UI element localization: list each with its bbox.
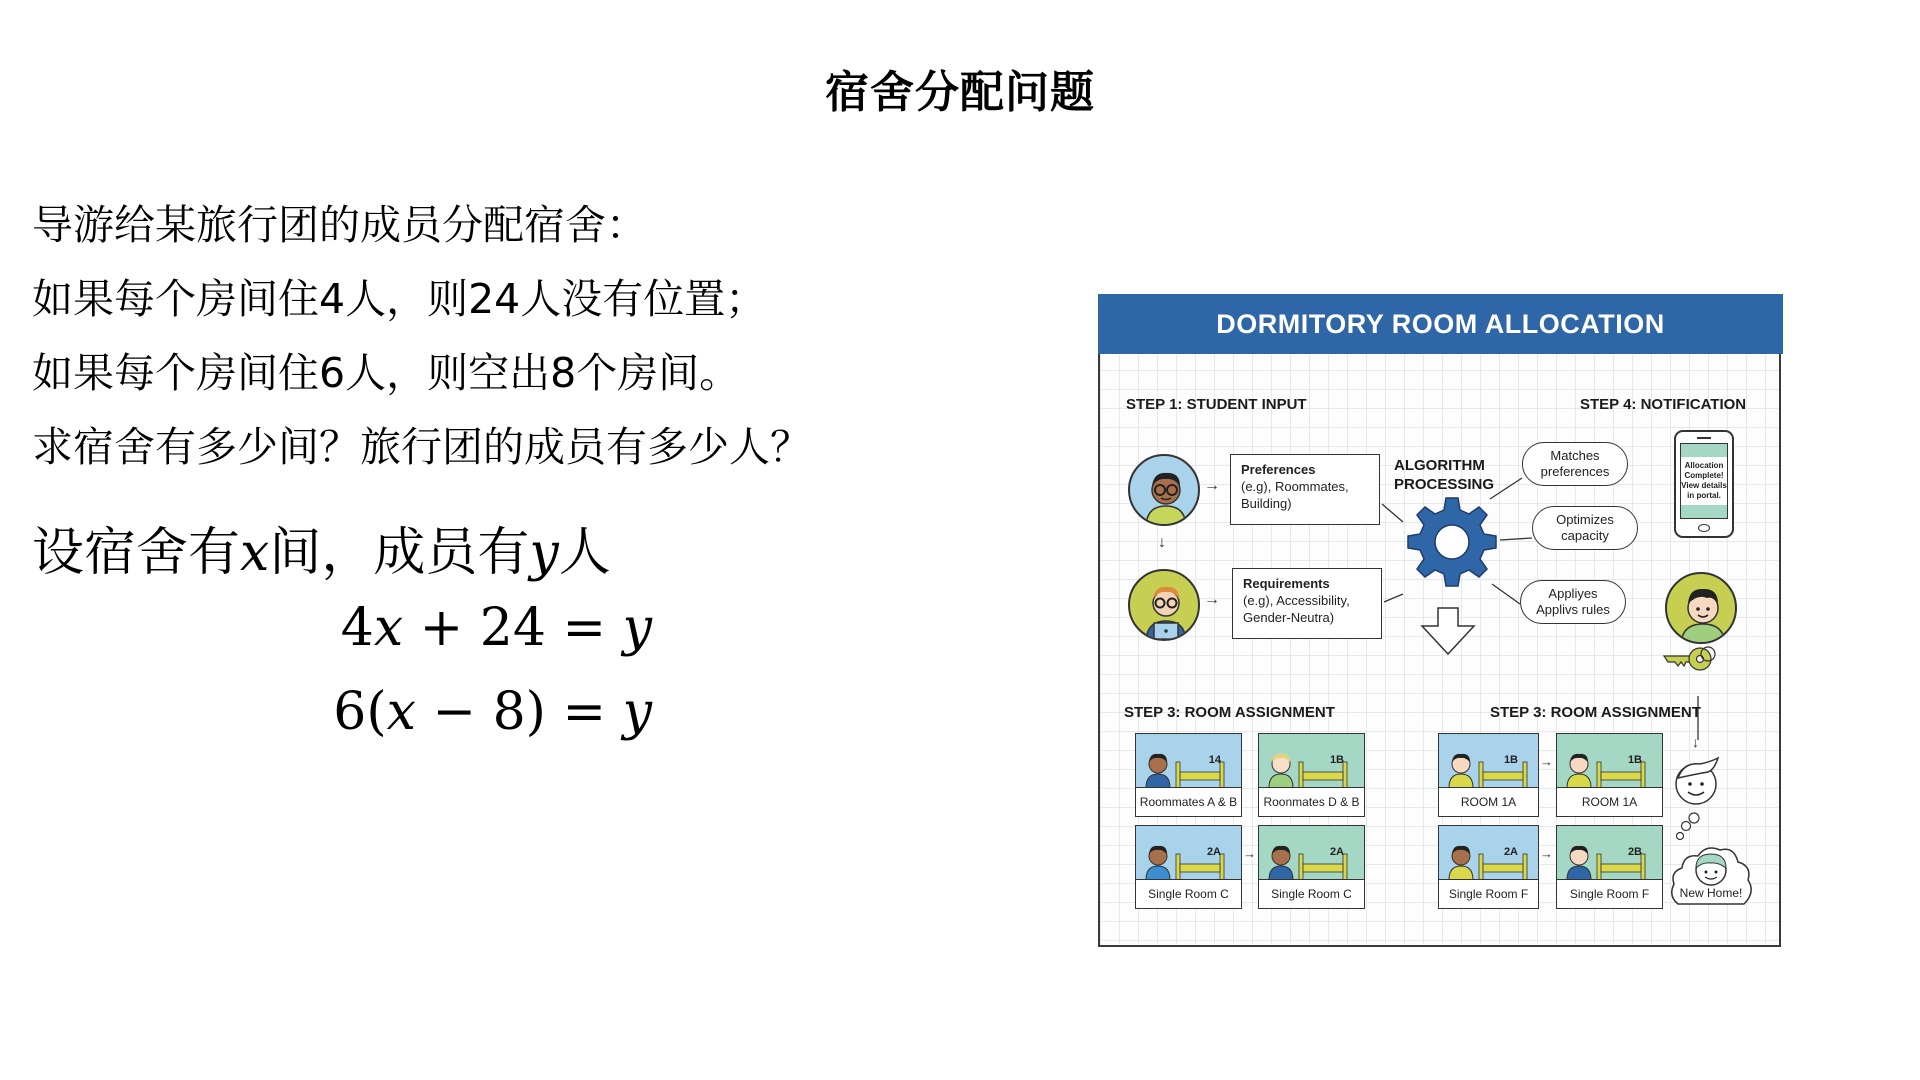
pill-text: preferences <box>1540 464 1610 479</box>
eq-var: y <box>622 682 652 742</box>
page-title: 宿舍分配问题 <box>825 67 1095 118</box>
new-home-cloud-icon <box>1668 834 1754 915</box>
notification-line: Complete! <box>1684 471 1724 480</box>
requirements-detail: (e.g), Accessibility, Gender-Neutra) <box>1243 593 1350 625</box>
arrow-right-icon: → <box>1204 591 1220 608</box>
applies-rules-pill <box>1520 580 1626 624</box>
arrow-down-icon: ↓ <box>1158 534 1166 551</box>
room-label: Single Room F <box>1569 887 1650 901</box>
eq-part: − <box>415 682 493 742</box>
room-label: Roommates A & B <box>1139 795 1238 809</box>
happy-student-avatar-icon <box>1665 572 1737 644</box>
room-label: Roonmates D & B <box>1263 795 1360 809</box>
room-card <box>1135 733 1242 817</box>
room-number: 14 <box>1208 754 1221 766</box>
room-scene <box>1439 826 1538 880</box>
room-number: 2A <box>1329 846 1344 858</box>
phone-speaker <box>1697 437 1711 439</box>
requirements-title: Requirements <box>1243 576 1330 591</box>
step4-label: STEP 4: NOTIFICATION <box>1580 396 1747 413</box>
room-scene <box>1259 826 1364 880</box>
infographic-title: DORMITORY ROOM ALLOCATION <box>1098 294 1783 354</box>
eq-var: x <box>386 682 416 742</box>
pill-text: Applivs rules <box>1536 602 1610 617</box>
room-number: 1B <box>1329 754 1344 766</box>
arrow-right-icon: → <box>1540 754 1553 769</box>
arrow-right-icon: → <box>1540 846 1553 861</box>
new-home-text: New Home! <box>1679 886 1743 900</box>
room-card <box>1258 733 1365 817</box>
room-card <box>1556 825 1663 909</box>
algorithm-line: ALGORITHM <box>1394 457 1485 474</box>
pill-text: Appliyes <box>1548 586 1598 601</box>
room-scene <box>1557 734 1662 788</box>
room-card <box>1556 733 1663 817</box>
key-icon <box>1662 642 1722 681</box>
room-number: 2A <box>1503 846 1518 858</box>
room-label: Single Room C <box>1148 887 1229 901</box>
room-card <box>1438 825 1539 909</box>
step1-label: STEP 1: STUDENT INPUT <box>1126 396 1307 413</box>
preferences-title: Preferences <box>1241 462 1316 477</box>
let-text: 人 <box>558 523 611 583</box>
pill-text: capacity <box>1561 528 1609 543</box>
step3-label-right: STEP 3: ROOM ASSIGNMENT <box>1490 704 1701 721</box>
room-scene <box>1557 826 1662 880</box>
room-label: ROOM 1A <box>1581 795 1638 809</box>
notification-line: in portal. <box>1687 491 1721 500</box>
problem-line: 如果每个房间住6人，则空出8个房间。 <box>32 349 741 397</box>
problem-line: 求宿舍有多少间？旅行团的成员有多少人？ <box>32 423 811 471</box>
let-text: 间，成员有 <box>269 523 530 583</box>
step3-label-left: STEP 3: ROOM ASSIGNMENT <box>1124 704 1335 721</box>
algorithm-line: PROCESSING <box>1394 476 1495 493</box>
eq-var: x <box>373 598 404 658</box>
var-y: y <box>529 523 559 583</box>
equation-1 <box>341 598 652 658</box>
let-text: 设宿舍有 <box>32 523 241 583</box>
phone-icon <box>1674 430 1734 538</box>
room-scene <box>1136 734 1241 788</box>
eq-part: = <box>545 598 623 658</box>
eq-var: y <box>622 598 652 658</box>
problem-statement <box>32 188 811 484</box>
room-scene <box>1136 826 1241 880</box>
problem-line: 如果每个房间住4人，则24人没有位置； <box>32 275 767 323</box>
room-card <box>1258 825 1365 909</box>
room-number: 2A <box>1206 846 1221 858</box>
notification-message <box>1681 457 1727 505</box>
room-label: Single Room C <box>1271 887 1352 901</box>
preferences-detail: (e.g), Roommates, Building) <box>1241 479 1349 511</box>
problem-line: 导游给某旅行团的成员分配宿舍： <box>32 201 647 249</box>
eq-part: 4 <box>340 598 374 658</box>
pill-text: Optimizes <box>1556 512 1614 527</box>
room-label: ROOM 1A <box>1460 795 1517 809</box>
room-number: 2B <box>1627 846 1642 858</box>
gear-icon <box>1404 494 1500 595</box>
phone-screen <box>1680 443 1728 519</box>
room-number: 1B <box>1627 754 1642 766</box>
variable-definition <box>32 510 611 585</box>
pill-text: Matches <box>1550 448 1600 463</box>
down-arrow-icon <box>1418 606 1478 661</box>
arrow-right-icon: → <box>1204 477 1220 494</box>
eq-part: = <box>545 682 623 742</box>
dormitory-infographic <box>1098 294 1781 947</box>
room-number: 1B <box>1503 754 1518 766</box>
room-scene <box>1259 734 1364 788</box>
eq-part: + <box>403 598 480 658</box>
matches-preferences-pill <box>1522 442 1628 486</box>
room-label: Single Room F <box>1448 887 1529 901</box>
smiling-face-icon <box>1666 752 1726 817</box>
notification-line: Allocation <box>1684 461 1724 470</box>
room-scene <box>1439 734 1538 788</box>
phone-home-button <box>1698 524 1710 532</box>
equation-2 <box>333 682 652 742</box>
var-x: x <box>240 523 270 583</box>
notification-line: View details <box>1681 481 1727 490</box>
room-card <box>1438 733 1539 817</box>
eq-part: 6( <box>333 682 387 742</box>
room-card <box>1135 825 1242 909</box>
optimizes-capacity-pill <box>1532 506 1638 550</box>
arrow-down-icon: ↓ <box>1692 734 1699 750</box>
eq-part: 24 <box>479 598 546 658</box>
eq-part: 8) <box>492 682 546 742</box>
arrow-right-icon: → <box>1243 846 1256 861</box>
